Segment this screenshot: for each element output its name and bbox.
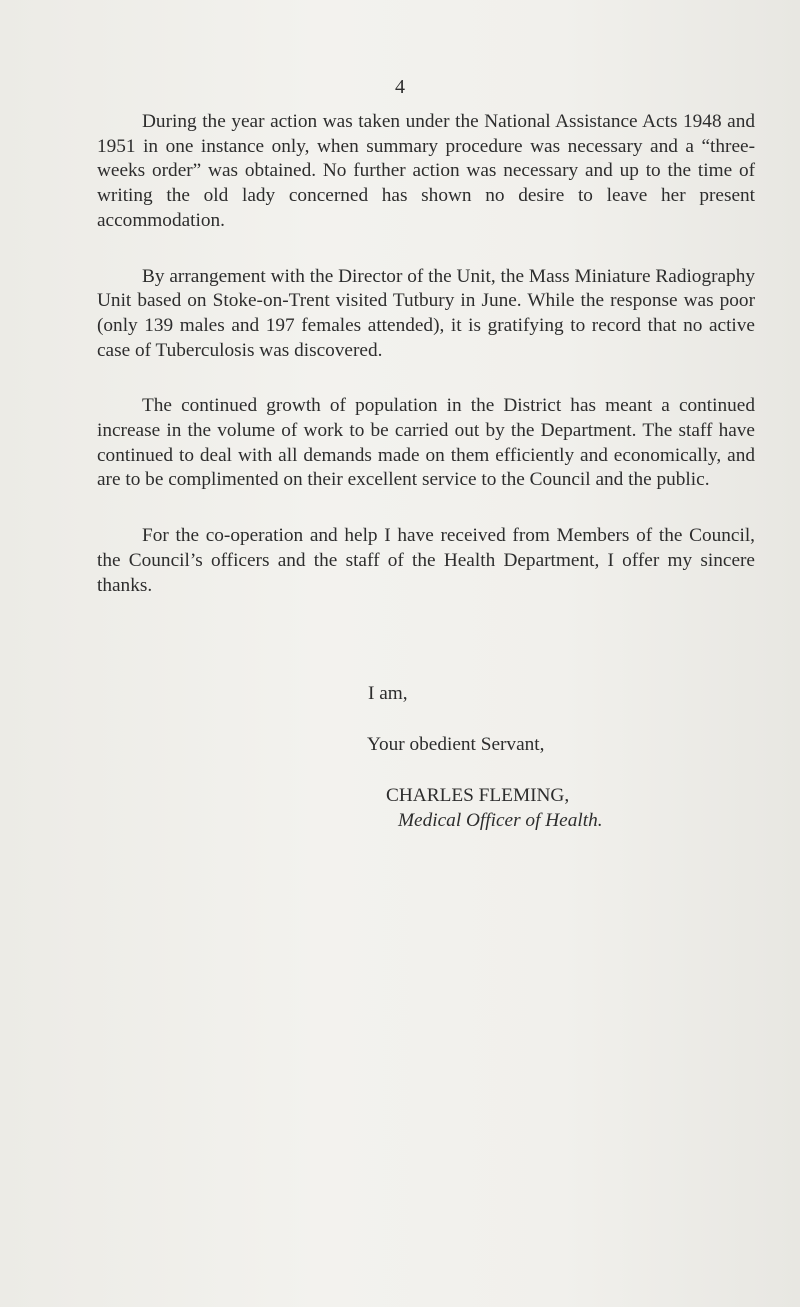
letter-body: [97, 110, 755, 629]
page-number: 4: [395, 76, 405, 98]
closing-i-am: I am,: [368, 683, 408, 704]
paragraph-thanks: For the co-operation and help I have received from Members of the Council, the Council’s officers and the staff of the Health Department, I offer my sincere thanks.: [97, 525, 755, 596]
closing-servant: Your obedient Servant,: [367, 734, 545, 755]
paragraph-national-assistance: During the year action was taken under the National Assistance Acts 1948 and 1951 in one instance only, when summary procedure was necessary and a “three-weeks order” was obtained. No further action was necessary and up to the time of writing the old lady concerned has shown no desire to leave her present accommodation.: [97, 111, 755, 231]
signature-name: CHARLES FLEMING,: [386, 785, 570, 806]
paragraph-population-growth: The continued growth of population in the District has meant a continued increase in the volume of work to be carried out by the Department. The staff have continued to deal with all demands made on them efficiently and economically, and are to be complimented on their excellent service to the Council and the public.: [97, 395, 755, 491]
signature-title: Medical Officer of Health.: [398, 810, 603, 831]
paragraph-radiography: By arrangement with the Director of the Unit, the Mass Miniature Radiography Unit based on Stoke-on-Trent visited Tutbury in June. While the response was poor (only 139 males and 197 females attended), it is gratifying to record that no active case of Tuberculosis was discovered.: [97, 265, 755, 361]
